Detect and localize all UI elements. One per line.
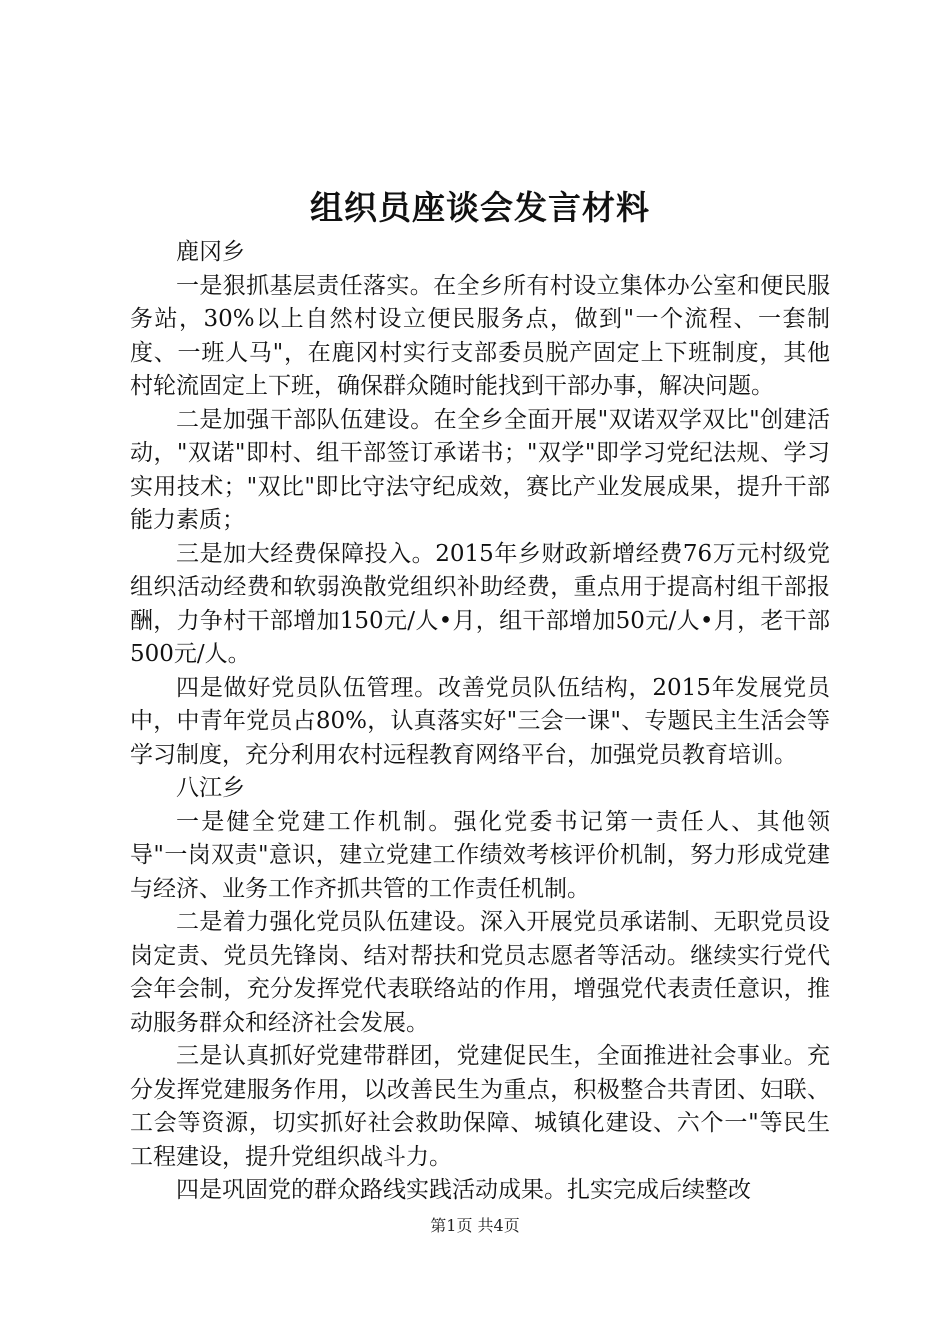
paragraph-section-lugang: 鹿冈乡 — [176, 239, 245, 265]
paragraph: 四是巩固党的群众路线实践活动成果。扎实完成后续整改 — [176, 1177, 751, 1203]
document-title: 组织员座谈会发言材料 — [310, 188, 650, 227]
paragraph: 四是做好党员队伍管理。改善党员队伍结构，2015年发展党员中，中青年党员占80%，认真落实好"三会一课"、专题民主生活会等学习制度，充分利用农村远程教育网络平台，加强党员教育培训。 — [130, 674, 830, 768]
paragraph: 二是着力强化党员队伍建设。深入开展党员承诺制、无职党员设岗定责、党员先锋岗、结对帮扶和党员志愿者等活动。继续实行党代会年会制，充分发挥党代表联络站的作用，增强党代表责任意识，推动服务群众和经济社会发展。 — [130, 909, 830, 1036]
page-number-footer: 第1页 共4页 — [430, 1216, 520, 1235]
paragraph: 三是加大经费保障投入。2015年乡财政新增经费76万元村级党组织活动经费和软弱涣散党组织补助经费，重点用于提高村组干部报酬，力争村干部增加150元/人•月，组干部增加50元/人•月，老干部500元/人。 — [130, 540, 830, 667]
paragraph: 一是健全党建工作机制。强化党委书记第一责任人、其他领导"一岗双责"意识，建立党建工作绩效考核评价机制，努力形成党建与经济、业务工作齐抓共管的工作责任机制。 — [130, 808, 830, 902]
paragraph: 二是加强干部队伍建设。在全乡全面开展"双诺双学双比"创建活动，"双诺"即村、组干部签订承诺书；"双学"即学习党纪法规、学习实用技术；"双比"即比守法守纪成效，赛比产业发展成果，提升干部能力素质； — [130, 406, 830, 533]
document-body — [130, 236, 830, 1208]
paragraph: 三是认真抓好党建带群团，党建促民生，全面推进社会事业。充分发挥党建服务作用，以改善民生为重点，积极整合共青团、妇联、工会等资源，切实抓好社会救助保障、城镇化建设、六个一"等民生工程建设，提升党组织战斗力。 — [130, 1043, 830, 1170]
document-page — [130, 180, 830, 1208]
paragraph: 一是狠抓基层责任落实。在全乡所有村设立集体办公室和便民服务站，30%以上自然村设立便民服务点，做到"一个流程、一套制度、一班人马"，在鹿冈村实行支部委员脱产固定上下班制度，其他村轮流固定上下班，确保群众随时能找到干部办事，解决问题。 — [130, 272, 830, 399]
paragraph-section-bajiang: 八江乡 — [176, 775, 245, 801]
